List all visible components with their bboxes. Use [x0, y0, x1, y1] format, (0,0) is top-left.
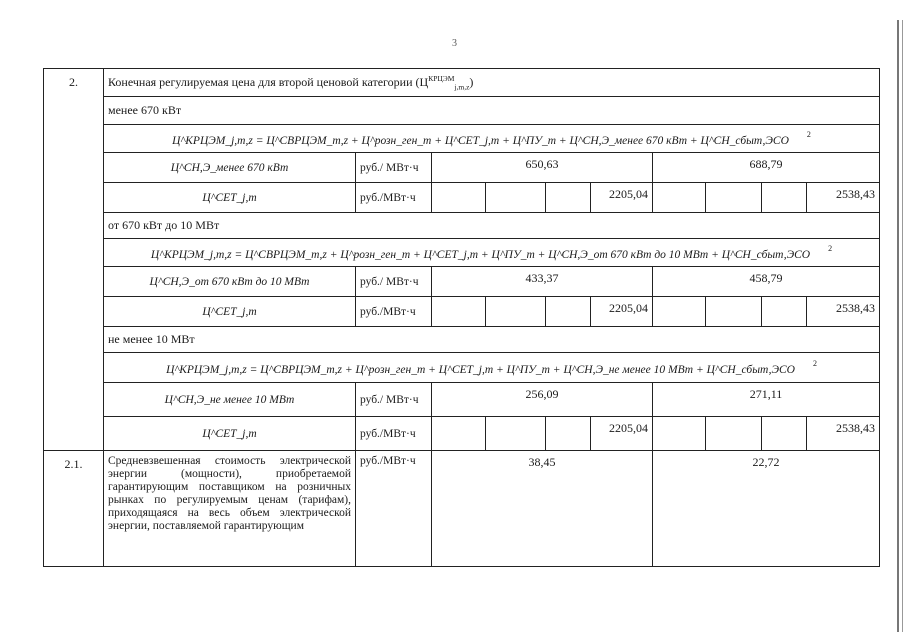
empty-cell: [432, 297, 486, 327]
empty-cell: [432, 417, 486, 451]
value-cell: 2538,43: [807, 417, 880, 451]
empty-cell: [762, 183, 807, 213]
value-cell: 2205,04: [591, 183, 653, 213]
empty-cell: [486, 183, 546, 213]
empty-cell: [546, 297, 591, 327]
row-title: Конечная регулируемая цена для второй ценовой категории $(Ц^{КРЦЭМ}_{j,m,z})$: [104, 69, 880, 97]
value-cell: 271,11: [653, 383, 880, 417]
unit: руб./ МВт·ч: [356, 383, 432, 417]
value-cell: 433,37: [432, 267, 653, 297]
unit: руб./ МВт·ч: [356, 153, 432, 183]
scan-edge-inner: [902, 20, 903, 632]
scan-edge: [897, 20, 899, 632]
unit: руб./МВт·ч: [356, 297, 432, 327]
value-cell: 2205,04: [591, 297, 653, 327]
section-label: менее 670 кВт: [104, 97, 880, 125]
page-number: 3: [452, 38, 457, 49]
row-number: 2.1.: [44, 451, 104, 567]
row-number: 2.: [44, 69, 104, 417]
empty-cell: [706, 417, 762, 451]
price-formula: Ц^КРЦЭМ_j,m,z = Ц^СВРЦЭМ_m,z + Ц^розн_ген_m + Ц^СЕТ_j,m + Ц^ПУ_m + Ц^СН,Э_менее 670 кВт + $Ц\^{}СН\_сбыт,ЭСО^2$: [104, 125, 880, 153]
unit: руб./МВт·ч: [356, 183, 432, 213]
value-cell: 2538,43: [807, 183, 880, 213]
sn-symbol: Ц^СН,Э_менее 670 кВт: [104, 153, 356, 183]
empty-cell: [546, 183, 591, 213]
unit: руб./МВт·ч: [356, 451, 432, 567]
value-cell: 650,63: [432, 153, 653, 183]
empty-cell: [762, 417, 807, 451]
empty-cell: [706, 297, 762, 327]
empty-cell: [486, 297, 546, 327]
sn-symbol: Ц^СН,Э_не менее 10 МВт: [104, 383, 356, 417]
section-label: не менее 10 МВт: [104, 327, 880, 353]
value-cell: 22,72: [653, 451, 880, 567]
value-cell: 256,09: [432, 383, 653, 417]
price-formula: Ц^КРЦЭМ_j,m,z = Ц^СВРЦЭМ_m,z + Ц^розн_ген_m + Ц^СЕТ_j,m + Ц^ПУ_m + Ц^СН,Э_от 670 кВт до 10 МВт + $Ц\^{}СН\_сбыт,ЭСО^2$: [104, 239, 880, 267]
unit: руб./ МВт·ч: [356, 267, 432, 297]
empty-cell: [486, 417, 546, 451]
empty-cell: [653, 417, 706, 451]
value-cell: 38,45: [432, 451, 653, 567]
empty-cell: [44, 417, 104, 451]
unit: руб./МВт·ч: [356, 417, 432, 451]
value-cell: 2538,43: [807, 297, 880, 327]
set-symbol: Ц^СЕТ_j,m: [104, 417, 356, 451]
empty-cell: [546, 417, 591, 451]
empty-cell: [432, 183, 486, 213]
value-cell: 2205,04: [591, 417, 653, 451]
section-label: от 670 кВт до 10 МВт: [104, 213, 880, 239]
empty-cell: [762, 297, 807, 327]
set-symbol: Ц^СЕТ_j,m: [104, 183, 356, 213]
set-symbol: Ц^СЕТ_j,m: [104, 297, 356, 327]
price-formula: Ц^КРЦЭМ_j,m,z = Ц^СВРЦЭМ_m,z + Ц^розн_ген_m + Ц^СЕТ_j,m + Ц^ПУ_m + Ц^СН,Э_не менее 10 МВт + $Ц\^{}СН\_сбыт,ЭСО^2$: [104, 353, 880, 383]
empty-cell: [653, 183, 706, 213]
empty-cell: [653, 297, 706, 327]
empty-cell: [706, 183, 762, 213]
value-cell: 458,79: [653, 267, 880, 297]
value-cell: 688,79: [653, 153, 880, 183]
sn-symbol: Ц^СН,Э_от 670 кВт до 10 МВт: [104, 267, 356, 297]
row-description: Средневзвешенная стоимость электрической энергии (мощности), приобретаемой гарантирующим поставщиком на розничных рынках по регулируемым ценам (тарифам), приходящаяся на весь объем электрической энергии, поставляемой гарантирующим: [104, 451, 356, 567]
tariff-table: [43, 68, 880, 567]
